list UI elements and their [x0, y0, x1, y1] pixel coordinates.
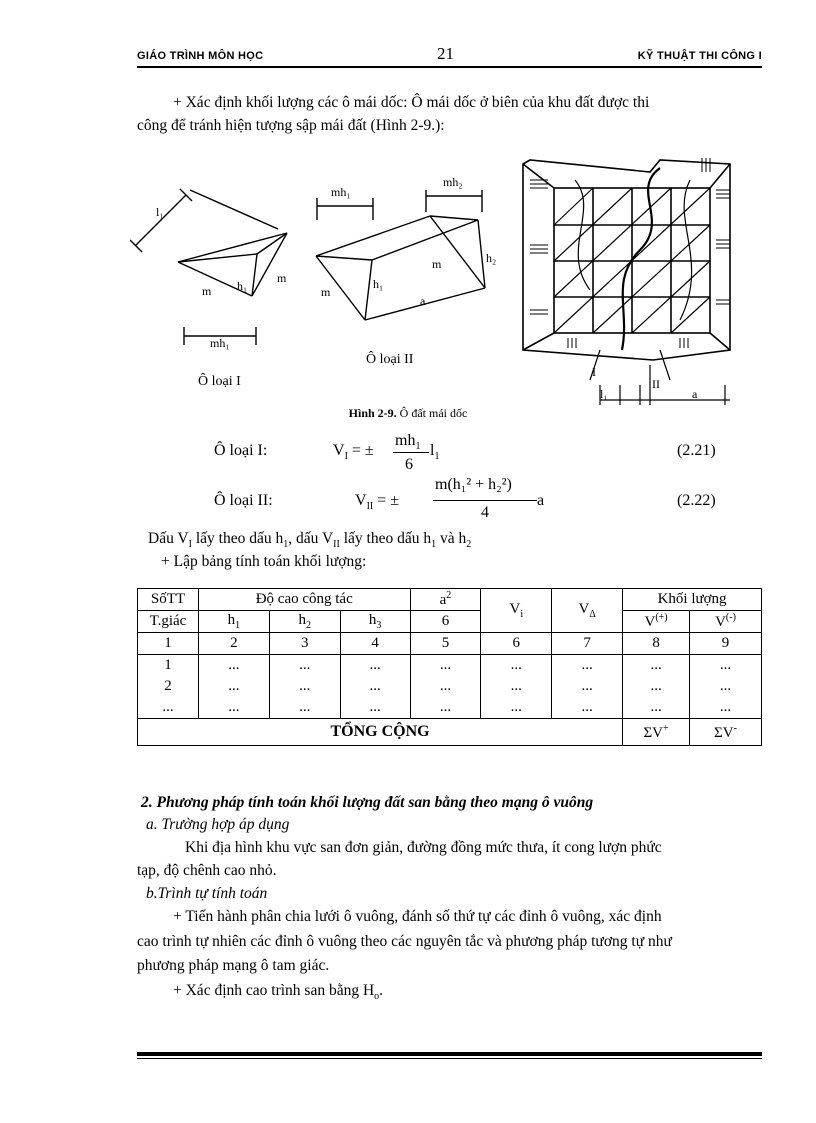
- label-I: I: [592, 365, 596, 379]
- header-tgiac: T.giác: [138, 611, 199, 633]
- header-vi: $V_i$: [481, 589, 552, 633]
- label-a-1: a: [420, 294, 426, 308]
- table-cell: 2: [198, 633, 269, 655]
- label-m-1: m: [202, 284, 212, 298]
- header-h2: $h_2$: [269, 611, 340, 633]
- table-cell: ...: [269, 697, 340, 719]
- table-row: [138, 697, 762, 719]
- table-cell: 7: [552, 633, 623, 655]
- table-cell: ...: [340, 655, 410, 677]
- table-cell: 5: [410, 633, 481, 655]
- table-cell: ...: [481, 676, 552, 697]
- formula-2-number: (2.22): [677, 492, 716, 509]
- plan-grid: [523, 160, 730, 360]
- table-cell: ...: [481, 655, 552, 677]
- label-l1: l₁: [156, 205, 164, 219]
- table-cell: ...: [410, 676, 481, 697]
- table-cell: ...: [623, 697, 690, 719]
- table-cell: ...: [269, 676, 340, 697]
- header-rule: [137, 66, 762, 68]
- total-minus: ΣV-: [690, 719, 762, 746]
- table-cell: ...: [138, 697, 199, 719]
- table-cell: 1: [138, 633, 199, 655]
- formula-1-number: (2.21): [677, 442, 716, 459]
- header-vdelta: $V_\Delta$: [552, 589, 623, 633]
- label-h1-1: h₁: [237, 279, 248, 293]
- header-course-title: GIÁO TRÌNH MÔN HỌC: [137, 50, 264, 62]
- table-cell: ...: [552, 655, 623, 677]
- label-h1-2: h₁: [373, 277, 384, 291]
- table-cell: ...: [690, 676, 762, 697]
- table-cell: ...: [198, 676, 269, 697]
- header-docao: Độ cao công tác: [198, 589, 410, 611]
- table-cell: ...: [340, 676, 410, 697]
- table-row: [138, 655, 762, 677]
- label-mh2: mh₂: [443, 175, 463, 189]
- header-six: 6: [410, 611, 481, 633]
- header-h1: $h_1$: [198, 611, 269, 633]
- table-number-row: [138, 633, 762, 655]
- table-cell: ...: [198, 655, 269, 677]
- section-2b-text-1: + Tiến hành phân chia lưới ô vuông, đánh số thứ tự các đỉnh ô vuông, xác định: [173, 908, 662, 925]
- type1-label: Ô loại I: [198, 374, 241, 389]
- formula-1: $V_I$ = ± $mh_1$ 6 $l_1$: [333, 432, 440, 473]
- section-2a-title: a. Trường hợp áp dụng: [146, 816, 290, 833]
- table-row: [138, 676, 762, 697]
- section-2b-title: b.Trình tự tính toán: [146, 885, 268, 902]
- table-cell: ...: [623, 676, 690, 697]
- table-cell: ...: [552, 697, 623, 719]
- type2-label: Ô loại II: [366, 352, 414, 367]
- header-khoiluong: Khối lượng: [623, 589, 762, 611]
- table-cell: 9: [690, 633, 762, 655]
- table-cell: ...: [410, 655, 481, 677]
- figure-caption: Hình 2-9. Ô đất mái dốc: [348, 406, 468, 420]
- table-cell: 6: [481, 633, 552, 655]
- type1-diagram: [130, 189, 287, 345]
- header-subject: KỸ THUẬT THI CÔNG I: [637, 50, 762, 62]
- table-cell: 2: [138, 676, 199, 697]
- header-sott: SốTT: [138, 589, 199, 611]
- formula-2-label: Ô loại II:: [214, 492, 273, 509]
- header-h3: $h_3$: [340, 611, 410, 633]
- section-2-title: 2. Phương pháp tính toán khối lượng đất san bằng theo mạng ô vuông: [141, 794, 594, 811]
- label-mh1-1: mh₁: [210, 336, 230, 350]
- intro-line-2: công để tránh hiện tượng sập mái đất (Hình 2-9.):: [137, 117, 445, 134]
- total-plus: ΣV+: [623, 719, 690, 746]
- table-cell: ...: [198, 697, 269, 719]
- table-cell: ...: [690, 655, 762, 677]
- table-cell: ...: [623, 655, 690, 677]
- label-a-plan: a: [692, 387, 698, 401]
- sign-note: Dấu $V_I$ lấy theo dấu $h_1$, dấu $V_{II}$ lấy theo dấu $h_1$ và $h_2$: [148, 530, 472, 551]
- section-2a-text-2: tạp, độ chênh cao nhỏ.: [137, 862, 277, 879]
- table-total-row: [138, 719, 762, 746]
- footer-rule-thick: [137, 1052, 762, 1056]
- label-m-2: m: [277, 271, 287, 285]
- header-vplus: V(+): [623, 611, 690, 633]
- table-cell: ...: [269, 655, 340, 677]
- table-cell: 8: [623, 633, 690, 655]
- section-2a-text-1: Khi địa hình khu vực san đơn giản, đường đồng mức thưa, ít cong lượn phức: [185, 839, 662, 856]
- table-cell: 3: [269, 633, 340, 655]
- formula-1-label: Ô loại I:: [214, 442, 268, 459]
- section-2b-text-2: cao trình tự nhiên các đỉnh ô vuông theo các nguyên tắc và phương pháp tương tự như: [137, 933, 672, 950]
- intro-line-1: + Xác định khối lượng các ô mái dốc: Ô mái dốc ở biên của khu đất được thi: [173, 94, 650, 111]
- header-a2: $a^2$: [410, 589, 481, 611]
- table-cell: ...: [690, 697, 762, 719]
- section-2b-text-4: + Xác định cao trình san bằng $H_o$.: [173, 982, 384, 1003]
- page-number: 21: [437, 44, 454, 63]
- label-l1-plan: l₁: [600, 387, 608, 401]
- label-m-4: m: [321, 285, 331, 299]
- table-cell: 1: [138, 655, 199, 677]
- label-II: II: [652, 377, 660, 391]
- table-cell: ...: [552, 676, 623, 697]
- table-cell: 4: [340, 633, 410, 655]
- header-vminus: V(-): [690, 611, 762, 633]
- formula-2: $V_{II}$ = ± m(h₁² + h₂²) 4 a: [355, 476, 545, 521]
- label-m-3: m: [432, 257, 442, 271]
- total-label: TỔNG CỘNG: [138, 719, 623, 746]
- volume-table: [137, 588, 762, 746]
- table-intro: + Lập bảng tính toán khối lượng:: [161, 553, 367, 570]
- slope-cells-figure: [130, 150, 770, 420]
- table-cell: ...: [481, 697, 552, 719]
- table-cell: ...: [340, 697, 410, 719]
- label-h2: h₂: [486, 251, 497, 265]
- type2-diagram: [316, 190, 485, 320]
- table-cell: ...: [410, 697, 481, 719]
- label-mh1-2: mh₁: [331, 185, 351, 199]
- section-2b-text-3: phương pháp mạng ô tam giác.: [137, 957, 330, 974]
- footer-rule-thin: [137, 1058, 762, 1059]
- page-header: [137, 44, 762, 66]
